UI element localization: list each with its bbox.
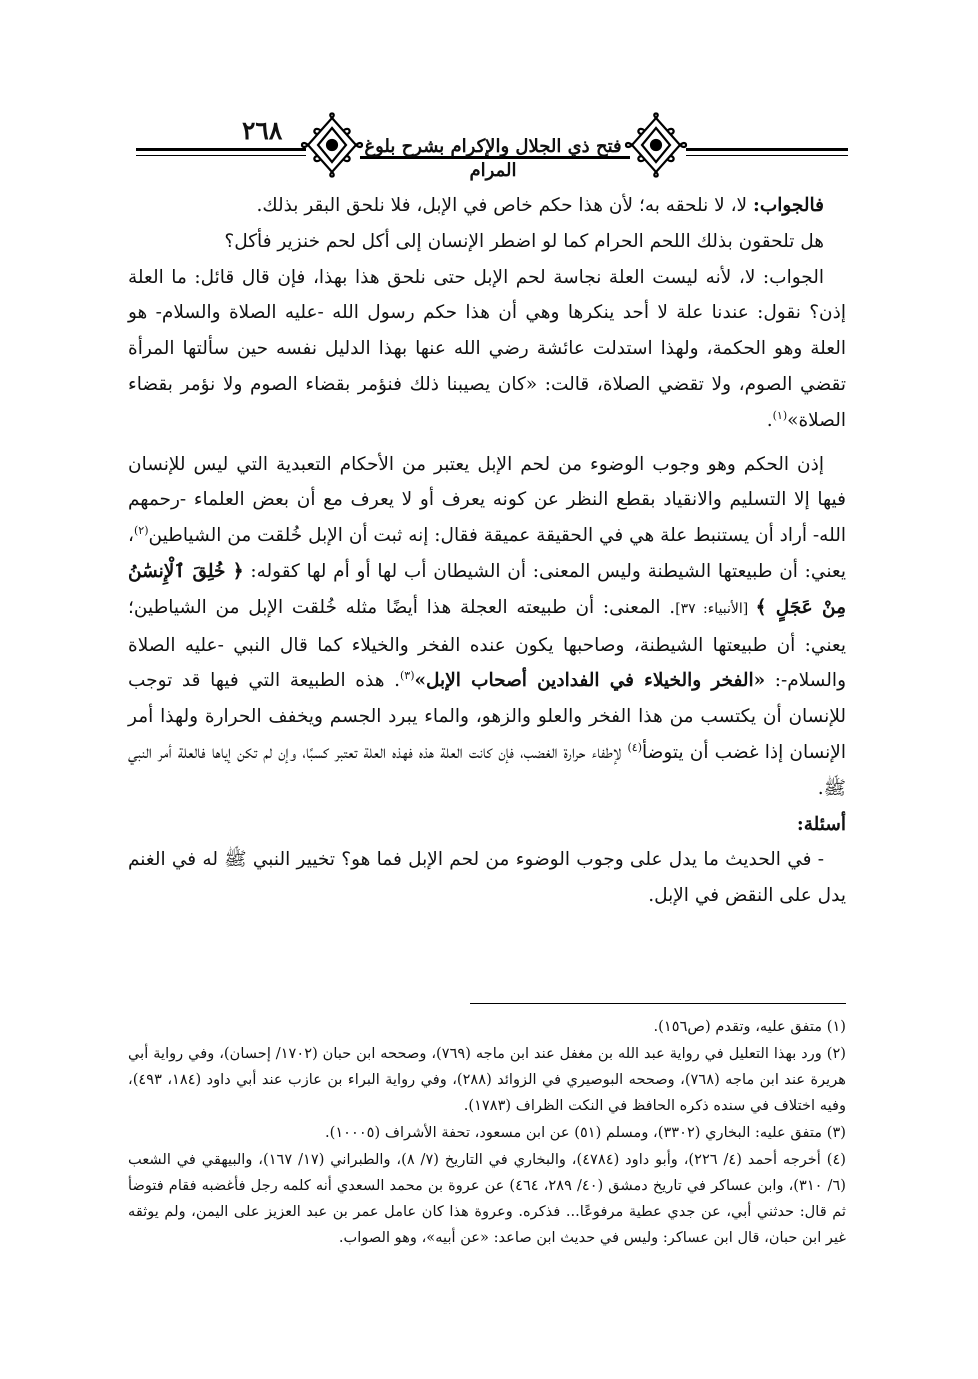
ruling-text-c: . المعنى: أن طبيعته العجلة هذا أيضًا مثله خُلقت الإبل من الشياطين؛ يعني: أن طبيعتها الشيطنة، وصاحبها يكون عنده الفخر والخيلاء كما قال النبي -عليه الصلاة والسلام-: <box>128 596 846 692</box>
header-rule-left-thin <box>136 155 306 156</box>
answer-2-text: الجواب: لا، لأنه ليست العلة نجاسة لحم الإبل حتى نلحق هذا بهذا، فإن قال قائل: ما العلة إذن؟ نقول: عندنا علة لا أحد ينكرها وهي أن هذا حكم رسول الله -عليه الصلاة والسلام- هو العلة وهو الحكمة، ولهذا استدلت عائشة رضي الله عنها بهذا الدليل نفسه حين سألتها المرأة تقضي الصوم، ولا تقضي الصلاة، قالت: «كان يصيبنا ذلك فنؤمر بقضاء الصوم ولا نؤمر بقضاء الصلاة» <box>128 266 846 431</box>
footnote-1 <box>128 1014 846 1040</box>
footnote-3 <box>128 1120 846 1146</box>
main-text <box>128 188 846 914</box>
footnote-ref-2[interactable]: (٢) <box>133 524 149 538</box>
footnote-text: متفق عليه: البخاري (٣٣٠٢)، ومسلم (٥١) عن ابن مسعود، تحفة الأشراف (١٠٠٠٥). <box>324 1124 827 1141</box>
footnotes <box>128 1014 846 1252</box>
questions-heading: أسئلة: <box>796 813 846 835</box>
footnote-number: (٤) <box>826 1151 846 1168</box>
answer-lead: فالجواب: <box>752 195 824 216</box>
footnote-4 <box>128 1147 846 1251</box>
paragraph-ruling <box>128 447 846 807</box>
hadith-quote: «الفخر والخيلاء في الفدادين أصحاب الإبل» <box>414 670 766 692</box>
footnote-2 <box>128 1041 846 1119</box>
question-1: - في الحديث ما يدل على وجوب الوضوء من لحم الإبل فما هو؟ تخيير النبي ﷺ له في الغنم يدل على النقض في الإبل. <box>128 849 846 907</box>
header-rule-right-thick <box>686 148 848 151</box>
paragraph-answer-1 <box>128 188 846 224</box>
ornament-right-icon <box>622 112 690 178</box>
answer-1-text: لا، لا نلحقه به؛ لأن هذا حكم خاص في الإبل، فلا نلحق البقر بذلك. <box>256 195 753 216</box>
quran-verse: ﴿ خُلِقَ ٱلْإِنسَٰنُ مِنْ عَجَلٍ ﴾ <box>128 560 846 618</box>
footnote-number: (٣) <box>826 1124 846 1141</box>
ruling-text-d: . هذه الطبيعة التي فيها قد توجب للإنسان أن يكتسب من هذا الفخر والعلو والزهو، والماء يبرد الجسم ويخفف الحرارة ولهذا أمر الإنسان إذا غضب أن يتوضأ <box>128 670 846 763</box>
footnote-number: (١) <box>826 1018 846 1035</box>
footnote-number: (٢) <box>826 1045 846 1062</box>
book-title: فتح ذي الجلال والإكرام بشرح بلوغ المرام <box>364 136 622 181</box>
footnote-separator <box>470 1003 846 1004</box>
paragraph-question: هل تلحقون بذلك اللحم الحرام كما لو اضطر الإنسان إلى أكل لحم خنزير فأكل؟ <box>224 230 824 252</box>
ruling-text-e: لإطفاء حرارة الغضب، فإن كانت العلة هذه فهذه العلة تعتبر كسبًا، وإن لم تكن إياها فالعلة أمر النبي ﷺ. <box>128 741 846 799</box>
footnote-ref-3[interactable]: (٣) <box>399 669 415 683</box>
page-number: ٢٦٨ <box>242 116 283 145</box>
ruling-text-a: إذن الحكم وهو وجوب الوضوء من لحم الإبل يعتبر من الأحكام التعبدية التي ليس للإنسان فيها إلا التسليم والانقياد بقطع النظر عن كونه يعرف أو لا يعرف مع أن بعض العلماء -رحمهم الله- أراد أن يستنبط علة هي في الحقيقة عميقة فقال: إنه ثبت أن الإبل خُلقت من الشياطين <box>128 453 846 547</box>
header-rule-left-thick <box>136 148 306 151</box>
header-rule-right-thin <box>686 155 848 156</box>
footnote-ref-4[interactable]: (٤) <box>627 740 642 754</box>
footnote-text: متفق عليه، وتقدم (ص١٥٦). <box>653 1018 827 1035</box>
paragraph-answer-2: الجواب: لا، لأنه ليست العلة نجاسة لحم الإبل حتى نلحق هذا بهذا، فإن قال قائل: ما العلة إذن؟ نقول: عندنا علة لا أحد ينكرها وهي أن هذا حكم رسول الله -عليه الصلاة والسلام- هو العلة وهو الحكمة، ولهذا استدلت عائشة رضي الله عنها بهذا الدليل نفسه حين سألتها المرأة تقضي الصوم، ولا تقضي الصلاة، قالت: «كان يصيبنا ذلك فنؤمر بقضاء الصوم ولا نؤمر بقضاء الصلاة»$^{(١)}$. <box>128 266 846 431</box>
ruling-text-b: ، يعني: أن طبيعتها الشيطنة وليس المعنى: أن الشيطان أب لها أو أم لها كقوله: <box>127 525 846 582</box>
verse-reference: [الأنبياء: ٣٧] <box>675 600 756 617</box>
footnote-text: ورد بهذا التعليل في رواية عبد الله بن مغفل عند ابن ماجه (٧٦٩)، وصححه ابن حبان (١٧٠٢/ إحسان)، وفي رواية أبي هريرة عند ابن ماجه (٧٦٨)، وصححه البوصيري في الزوائد (٢٨٨)، وفي رواية البراء بن عازب عند أبي داود (١٨٤، ٤٩٣)، وفيه اختلاف في سنده ذكره الحافظ في النكت الظراف (١٧٨٣). <box>128 1045 846 1114</box>
footnote-text: أخرجه أحمد (٤/ ٢٢٦)، وأبو داود (٤٧٨٤)، والبخاري في التاريخ (٧/ ٨)، والطبراني (١٧/ ١٦٧)، والبيهقي في الشعب (٦/ ٣١٠)، وابن عساكر في تاريخ دمشق (٤٠/ ٢٨٩، ٤٦٤) عن عروة بن محمد السعدي أنه كلمه رجل فأغضبه فقام فتوضأ ثم قال: حدثني أبي، عن جدي عطية مرفوعًا... فذكره. وعروة هذا كان عامل عمر بن عبد العزيز على اليمن، ولم يوثقه غير ابن حبان، قال ابن عساكر: وليس في حديث ابن صاعد: «عن أبيه»، وهو الصواب. <box>128 1151 846 1246</box>
footnote-ref-1[interactable]: (١) <box>772 408 788 422</box>
